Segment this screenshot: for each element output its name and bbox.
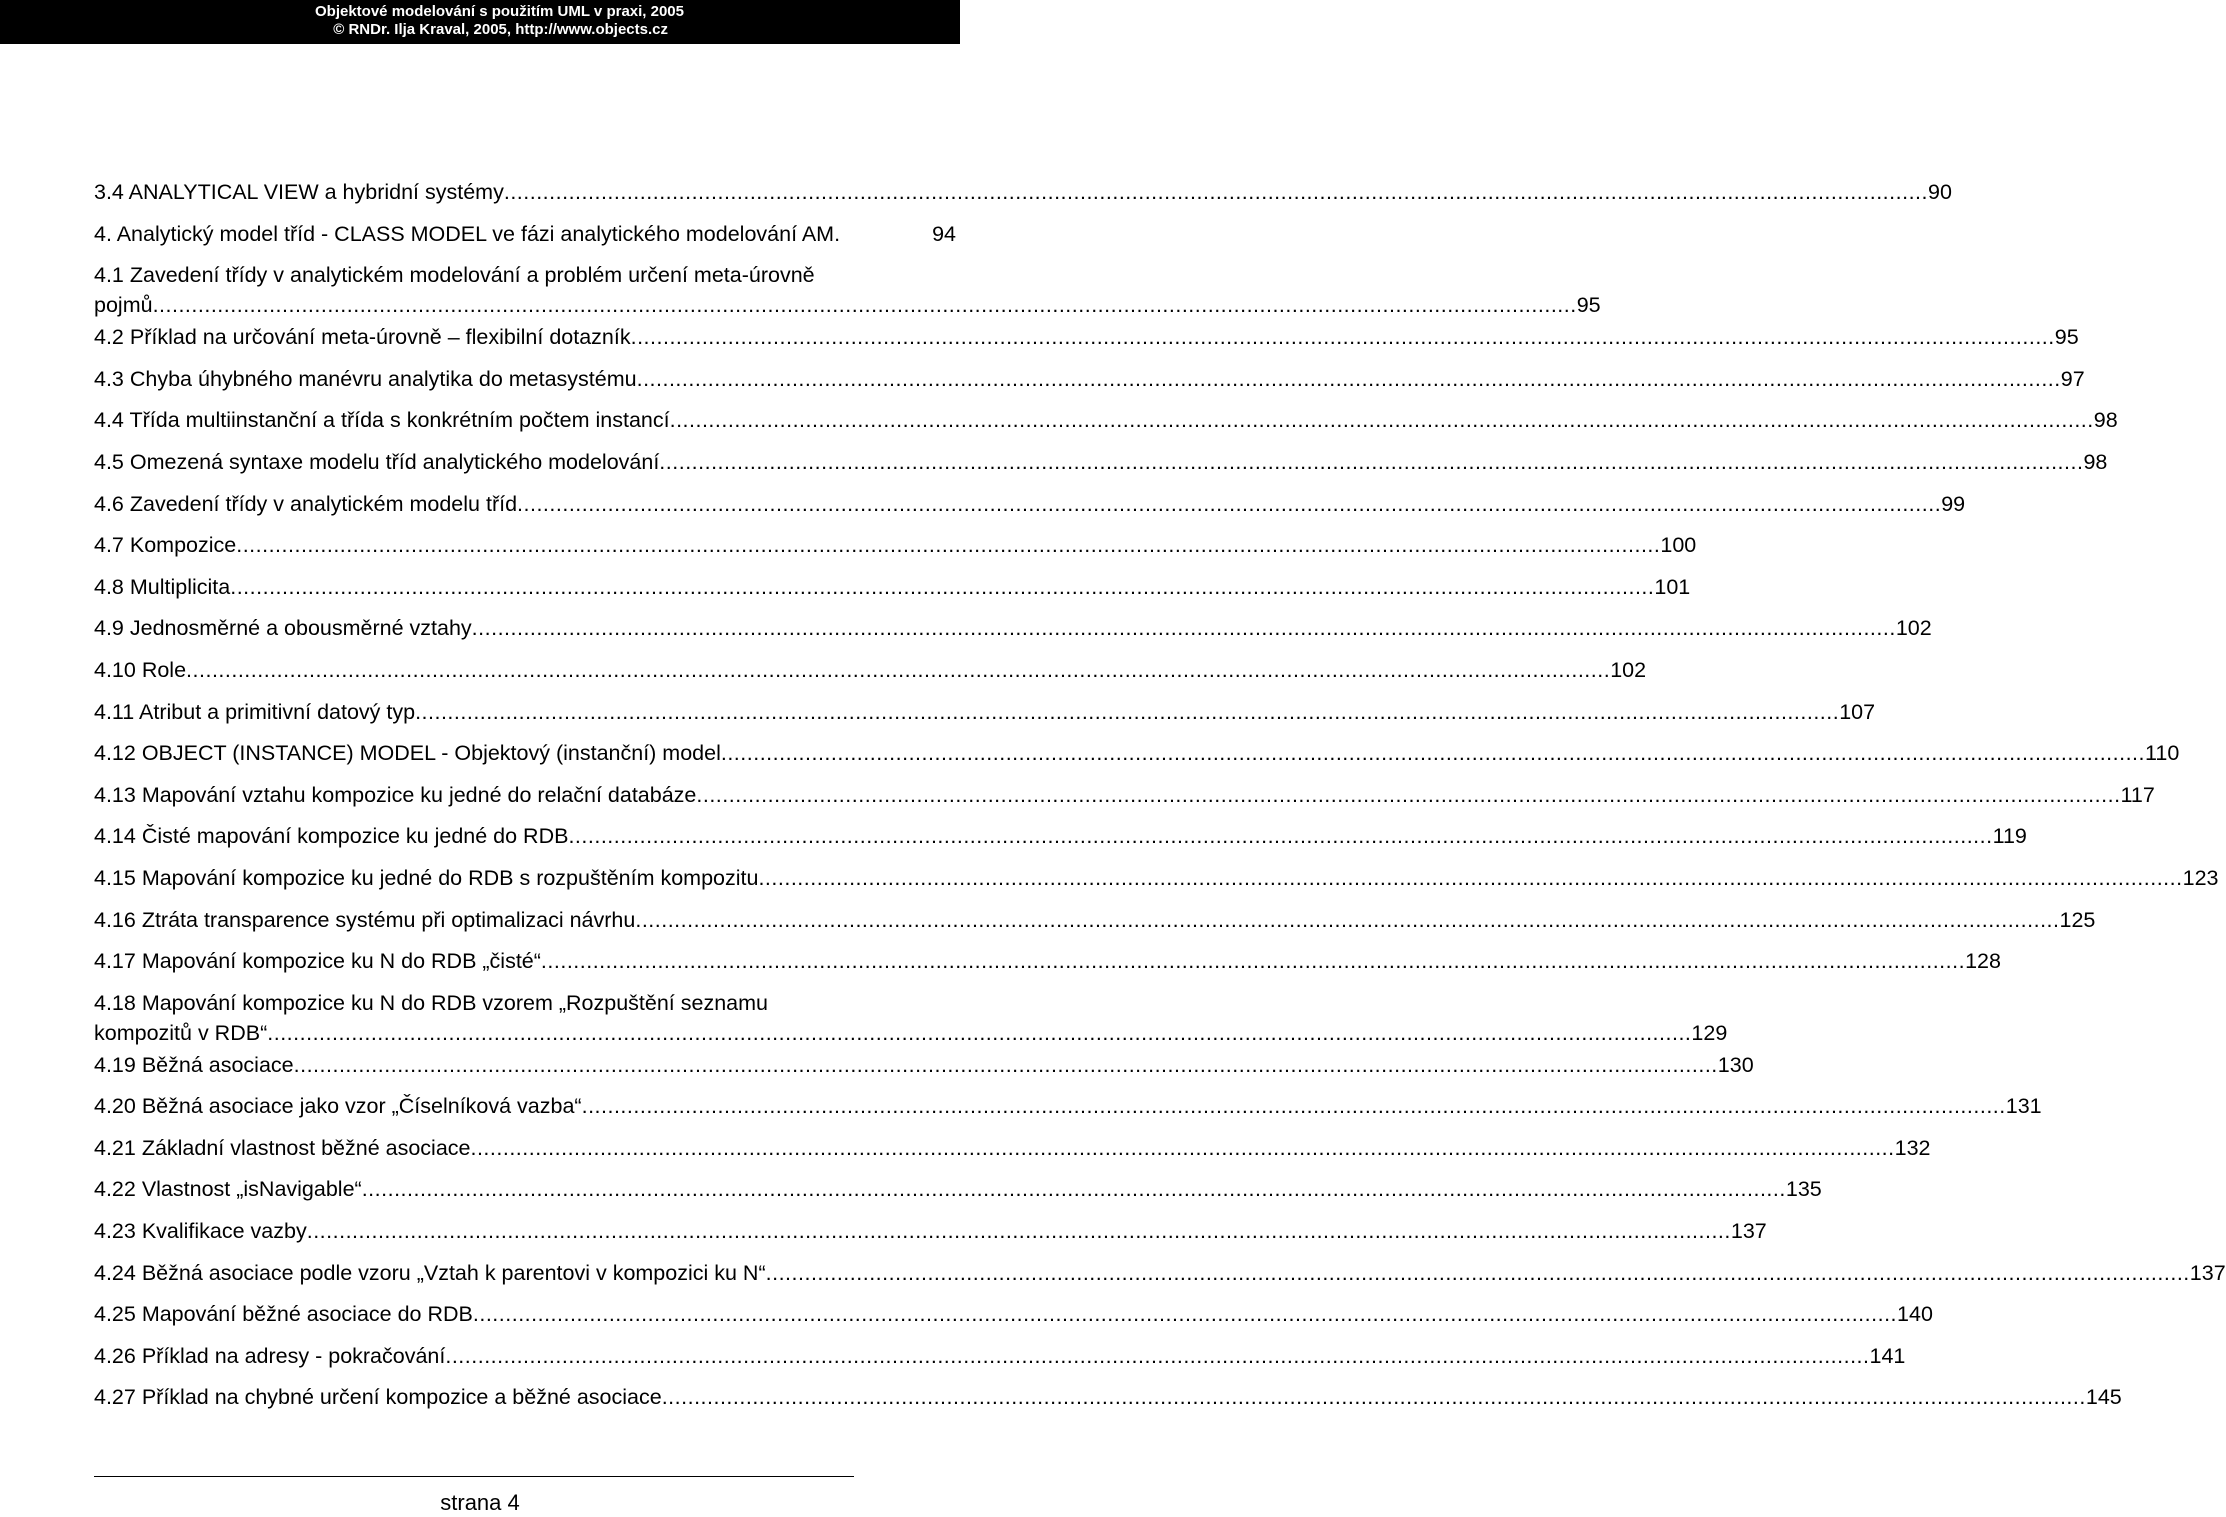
toc-entry-title-continued: kompozitů v RDB“ [94,1020,268,1045]
toc-entry[interactable] [94,1133,1931,1175]
toc-entry[interactable] [94,405,2118,447]
toc-entry[interactable] [94,613,1932,655]
toc-entry-title: 4.7 Kompozice [94,533,237,558]
toc-entry-title: 4.24 Běžná asociace podle vzoru „Vztah k parentovi v kompozici ku N“ [94,1260,766,1285]
toc-entry[interactable] [94,1050,1754,1092]
toc-leader-dots: ............................................................................................................................................................................................................................ [758,865,2183,890]
toc-entry-page: 102 [1895,616,1932,641]
toc-entry-page: 97 [2060,366,2085,391]
toc-entry-page: 123 [2182,865,2219,890]
toc-leader-dots: ............................................................................................................................................................................................................................ [630,325,2055,350]
toc-entry-page: 100 [1660,533,1697,558]
toc-entry-title: 4.26 Příklad na adresy - pokračování [94,1343,446,1368]
toc-leader-dots: ............................................................................................................................................................................................................................ [152,293,1577,318]
toc-entry-page: 125 [2059,907,2096,932]
toc-entry-title: 4. Analytický model tříd - CLASS MODEL ve fázi analytického modelování AM. [94,221,841,246]
toc-leader-dots: ............................................................................................................................................................................................................................ [471,616,1896,641]
toc-leader-dots: ............................................................................................................................................................................................................................ [661,1385,2086,1410]
toc-entry-page: 135 [1785,1177,1822,1202]
toc-leader-dots: ............................................................................................................................................................................................................................ [472,1302,1898,1327]
toc-entry-page: 107 [1839,699,1876,724]
toc-leader-dots: ............................................................................................................................................................................................................................ [696,782,2121,807]
toc-entry-page: 128 [1965,949,2001,974]
toc-entry-title: 4.2 Příklad na určování meta-úrovně – flexibilní dotazník [94,325,631,350]
toc-leader-dots: ............................................................................................................................................................................................................................ [361,1177,1786,1202]
toc-leader-dots: ............................................................................................................................................................................................................................ [765,1260,2190,1285]
toc-leader-dots: ............................................................................................................................................................................................................................ [517,491,1942,516]
toc-entry-title: 4.11 Atribut a primitivní datový typ [94,699,416,724]
toc-entry-title: 4.1 Zavedení třídy v analytickém modelování a problém určení meta-úrovně [94,263,815,288]
toc-entry[interactable] [94,447,2108,489]
toc-entry-page: 94 [932,221,956,246]
toc-entry[interactable] [94,1382,2122,1424]
toc-entry[interactable] [94,1174,1822,1216]
toc-entry-title: 4.15 Mapování kompozice ku jedné do RDB s rozpuštěním kompozitu [94,865,759,890]
table-of-contents [94,177,2226,1424]
toc-entry[interactable] [94,1091,2042,1133]
toc-entry[interactable] [94,738,2180,780]
toc-leader-dots: ............................................................................................................................................................................................................................ [581,1094,2006,1119]
toc-entry-title: 4.25 Mapování běžné asociace do RDB [94,1302,473,1327]
toc-entry[interactable] [94,946,2001,988]
toc-entry[interactable] [94,988,1728,1050]
toc-entry[interactable] [94,1216,1767,1258]
toc-entry-page: 90 [1928,180,1952,204]
toc-entry-title: 4.14 Čisté mapování kompozice ku jedné do RDB [94,824,569,849]
toc-entry-title: 4.27 Příklad na chybné určení kompozice a běžné asociace [94,1385,662,1410]
toc-leader-dots: ............................................................................................................................................................................................................................ [186,657,1611,682]
toc-leader-dots: ............................................................................................................................................................................................................................ [267,1020,1692,1045]
toc-entry-title: 4.16 Ztráta transparence systému při optimalizaci návrhu [94,907,636,932]
toc-entry[interactable] [94,322,2079,364]
header-copyright: © RNDr. Ilja Kraval, 2005, http://www.objects.cz [333,21,668,38]
toc-entry[interactable] [94,177,1952,219]
toc-entry-title: 3.4 ANALYTICAL VIEW a hybridní systémy [94,180,504,204]
toc-entry-title: 4.13 Mapování vztahu kompozice ku jedné do relační databáze [94,782,697,807]
toc-entry-page: 137 [2189,1260,2226,1285]
toc-leader-dots: ............................................................................................................................................................................................................................ [306,1219,1731,1244]
toc-entry[interactable] [94,905,2096,947]
toc-entry-title: 4.17 Mapování kompozice ku N do RDB „čisté“ [94,949,541,974]
toc-entry-page: 132 [1894,1135,1931,1160]
toc-entry-page: 110 [2145,741,2180,766]
toc-entry-title: 4.3 Chyba úhybného manévru analytika do metasystému [94,366,637,391]
toc-entry-title: 4.10 Role [94,657,187,682]
toc-entry-title: 4.18 Mapování kompozice ku N do RDB vzorem „Rozpuštění seznamu [94,990,768,1015]
toc-leader-dots: ............................................................................................................................................................................................................................ [236,533,1661,558]
toc-entry-page: 131 [2005,1094,2042,1119]
toc-entry-title: 4.5 Omezená syntaxe modelu tříd analytického modelování [94,449,660,474]
toc-entry-page: 98 [2083,449,2108,474]
toc-entry[interactable] [94,1341,1906,1383]
document-header [0,0,960,44]
toc-entry-page: 101 [1654,574,1691,599]
toc-leader-dots: ............................................................................................................................................................................................................................ [230,574,1655,599]
toc-entry-page: 141 [1869,1343,1906,1368]
toc-entry-page: 140 [1897,1302,1933,1327]
toc-entry-title: 4.6 Zavedení třídy v analytickém modelu tříd [94,491,518,516]
toc-leader-dots: ............................................................................................................................................................................................................................ [415,699,1840,724]
toc-entry[interactable] [94,489,1966,531]
toc-entry-page: 119 [1992,824,2027,849]
toc-entry[interactable] [94,821,2027,863]
toc-entry[interactable] [94,655,1647,697]
toc-entry[interactable] [94,780,2155,822]
toc-entry-page: 145 [2085,1385,2122,1410]
toc-entry[interactable] [94,530,1697,572]
toc-entry-title: 4.19 Běžná asociace [94,1052,294,1077]
toc-entry-title: 4.8 Multiplicita [94,574,231,599]
toc-leader-dots: ............................................................................................................................................................................................................................ [669,408,2094,433]
toc-entry[interactable] [94,697,1876,739]
toc-leader-dots: ............................................................................................................................................................................................................................ [293,1052,1718,1077]
toc-entry-title-continued: pojmů [94,293,153,318]
toc-entry-page: 130 [1717,1052,1754,1077]
toc-entry[interactable] [94,364,2085,406]
toc-entry-title: 4.21 Základní vlastnost běžné asociace [94,1135,471,1160]
toc-entry[interactable] [94,863,2219,905]
toc-leader-dots: ............................................................................................................................................................................................................................ [503,180,1928,204]
page-number: strana 4 [440,1490,520,1515]
toc-entry-title: 4.4 Třída multiinstanční a třída s konkrétním počtem instancí [94,408,670,433]
toc-entry-page: 95 [2054,325,2079,350]
toc-entry[interactable] [94,1299,1933,1341]
toc-entry-page: 102 [1610,657,1647,682]
toc-entry[interactable] [94,219,956,261]
toc-entry-page: 95 [1576,293,1601,318]
toc-leader-dots: ............................................................................................................................................................................................................................ [470,1135,1895,1160]
toc-leader-dots: ............................................................................................................................................................................................................................ [720,741,2146,766]
toc-leader-dots: ............................................................................................................................................................................................................................ [635,907,2060,932]
header-title: Objektové modelování s použitím UML v praxi, 2005 [315,3,684,20]
toc-entry-title: 4.12 OBJECT (INSTANCE) MODEL - Objektový (instanční) model [94,741,721,766]
toc-entry[interactable] [94,1258,2226,1300]
toc-entry[interactable] [94,260,1601,322]
toc-entry-title: 4.22 Vlastnost „isNavigable“ [94,1177,362,1202]
toc-entry-title: 4.23 Kvalifikace vazby [94,1219,307,1244]
toc-leader-dots: ............................................................................................................................................................................................................................ [445,1343,1870,1368]
toc-entry-page: 137 [1730,1219,1767,1244]
toc-leader-dots: ............................................................................................................................................................................................................................ [636,366,2061,391]
footer-divider [94,1476,854,1477]
toc-entry-title: 4.20 Běžná asociace jako vzor „Číselníková vazba“ [94,1094,582,1119]
toc-entry[interactable] [94,572,1691,614]
toc-leader-dots: ............................................................................................................................................................................................................................ [568,824,1993,849]
toc-entry-title: 4.9 Jednosměrné a obousměrné vztahy [94,616,472,641]
toc-entry-page: 117 [2120,782,2155,807]
toc-entry-page: 129 [1691,1020,1728,1045]
toc-leader-dots: ............................................................................................................................................................................................................................ [540,949,1966,974]
toc-leader-dots: ............................................................................................................................................................................................................................ [659,449,2084,474]
toc-entry-page: 98 [2093,408,2118,433]
toc-entry-page: 99 [1941,491,1966,516]
